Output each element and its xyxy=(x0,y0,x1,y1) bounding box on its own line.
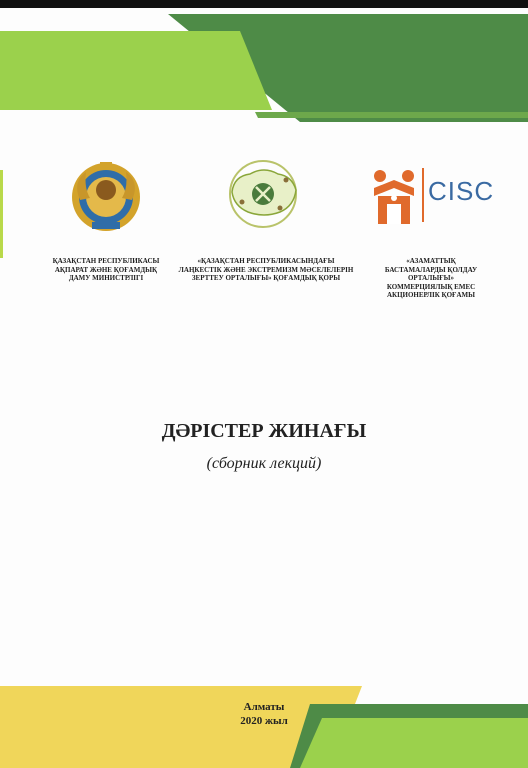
left-edge-accent xyxy=(0,170,3,258)
city-label: Алматы xyxy=(243,701,285,713)
cisc-people-icon xyxy=(370,166,420,228)
header-decoration xyxy=(0,0,528,130)
org-name-research-center: «ҚАЗАҚСТАН РЕСПУБЛИКАСЫНДАҒЫ ЛАҢКЕСТІК ЖӘНЕ ЭКСТРЕМИЗМ МӘСЕЛЕЛЕРІН ЗЕРТТЕУ ОРТАЛЫҒЫ» ҚОҒАМДЫҚ ҚОРЫ xyxy=(178,257,354,282)
cisc-logo-text: CISC xyxy=(428,176,495,206)
document-title: ДӘРІСТЕР ЖИНАҒЫ xyxy=(161,420,367,442)
header-mid-green-strip xyxy=(255,112,528,118)
org-name-ministry: ҚАЗАҚСТАН РЕСПУБЛИКАСЫ АҚПАРАТ ЖӘНЕ ҚОҒАМДЫҚ ДАМУ МИНИСТРЛІГІ xyxy=(52,257,160,282)
cisc-logo xyxy=(370,166,495,230)
cisc-divider xyxy=(422,168,424,222)
document-subtitle: (сборник лекций) xyxy=(206,455,322,472)
kazakhstan-state-emblem-icon xyxy=(66,160,146,234)
year-label: 2020 жыл xyxy=(240,715,288,727)
header-light-green-band xyxy=(0,31,272,110)
kazakhstan-map-emblem-icon xyxy=(222,158,304,230)
org-name-cisc: «АЗАМАТТЫҚ БАСТАМАЛАРДЫ ҚОЛДАУ ОРТАЛЫҒЫ» КОММЕРЦИЯЛЫҚ ЕМЕС АКЦИОНЕРЛІК ҚОҒАМЫ xyxy=(384,257,478,299)
